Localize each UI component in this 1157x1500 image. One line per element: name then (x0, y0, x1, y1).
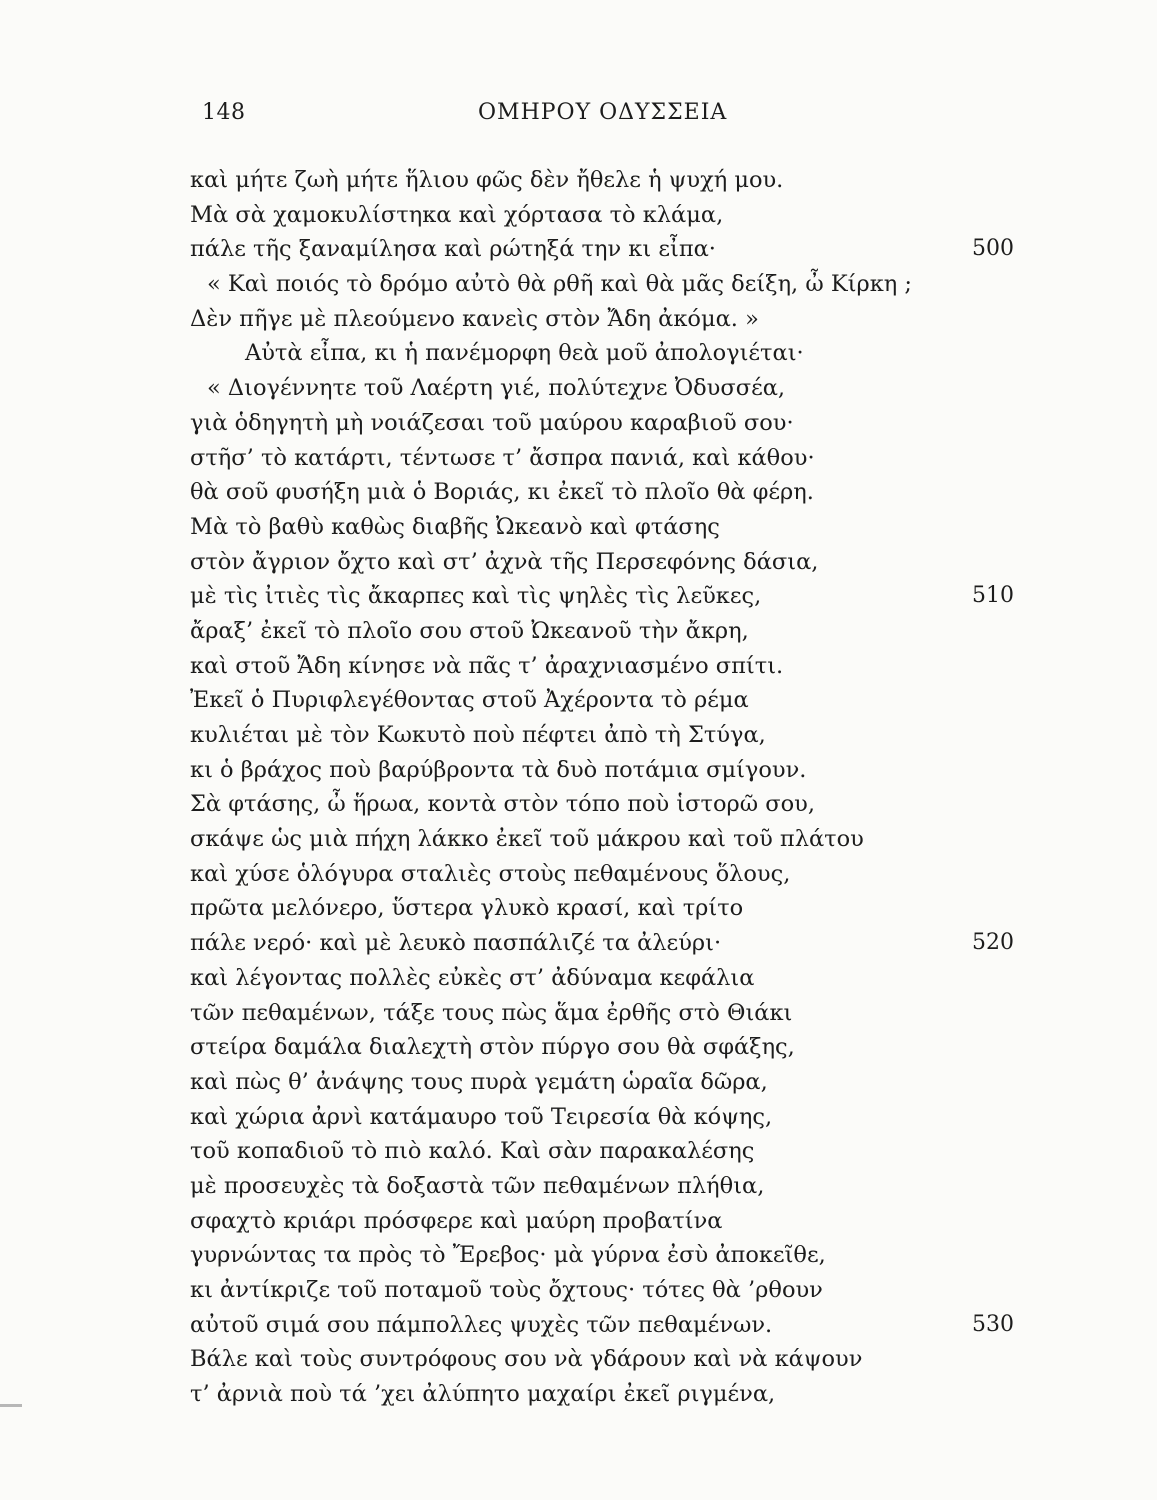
verse-line (0, 1308, 1157, 1343)
verse-text: Βάλε καὶ τοὺς συντρόφους σου νὰ γδάρουν καὶ νὰ κάψουν (190, 1346, 863, 1373)
verse-line (0, 475, 1157, 510)
verse-line (0, 961, 1157, 996)
verse-line (0, 579, 1157, 614)
verse-text: σκάψε ὡς μιὰ πήχη λάκκο ἐκεῖ τοῦ μάκρου καὶ τοῦ πλάτου (190, 826, 864, 853)
verse-line (0, 614, 1157, 649)
verse-text: τ’ ἀρνιὰ ποὺ τά ’χει ἀλύπητο μαχαίρι ἐκεῖ ριγμένα, (190, 1381, 776, 1408)
verse-line (0, 683, 1157, 718)
verse-line (0, 1169, 1157, 1204)
verse-line (0, 787, 1157, 822)
margin-mark (0, 1404, 22, 1407)
verse-text: θὰ σοῦ φυσήξη μιὰ ὁ Βοριάς, κι ἐκεῖ τὸ πλοῖο θὰ φέρη. (190, 479, 814, 506)
verse-text: « Διογέννητε τοῦ Λαέρτη γιέ, πολύτεχνε Ὀδυσσέα, (207, 375, 786, 402)
verse-text: πάλε νερό· καὶ μὲ λευκὸ πασπάλιζέ τα ἀλεύρι· (190, 930, 722, 957)
verse-line (0, 441, 1157, 476)
verse-line (0, 996, 1157, 1031)
poem-body (0, 163, 1157, 1412)
verse-line (0, 857, 1157, 892)
verse-text: σφαχτὸ κριάρι πρόσφερε καὶ μαύρη προβατίνα (190, 1207, 723, 1234)
verse-text: Ἐκεῖ ὁ Πυριφλεγέθοντας στοῦ Ἀχέροντα τὸ ρέμα (190, 687, 749, 714)
verse-text: Σὰ φτάσης, ὦ ἥρωα, κοντὰ στὸν τόπο ποὺ ἱστορῶ σου, (190, 791, 815, 818)
verse-line (0, 1377, 1157, 1412)
verse-text: κι ἀντίκριζε τοῦ ποταμοῦ τοὺς ὄχτους· τότες θὰ ’ρθουν (190, 1277, 823, 1303)
running-head: ΟΜΗΡΟΥ ΟΔΥΣΣΕΙΑ (478, 100, 728, 125)
verse-line (0, 1238, 1157, 1273)
verse-line (0, 1030, 1157, 1065)
verse-line (0, 1065, 1157, 1100)
verse-line (0, 1100, 1157, 1135)
verse-text: πρῶτα μελόνερο, ὕστερα γλυκὸ κρασί, καὶ τρίτο (190, 895, 744, 922)
page-number: 148 (202, 100, 246, 125)
verse-line (0, 302, 1157, 337)
verse-line (0, 718, 1157, 753)
verse-text: μὲ τὶς ἰτιὲς τὶς ἄκαρπες καὶ τὶς ψηλὲς τὶς λεῦκες, (190, 583, 762, 610)
verse-text: στὸν ἄγριον ὄχτο καὶ στ’ ἀχνὰ τῆς Περσεφόνης δάσια, (190, 548, 819, 575)
verse-text: ἄραξ’ ἐκεῖ τὸ πλοῖο σου στοῦ Ὠκεανοῦ τὴν ἄκρη, (190, 617, 749, 644)
verse-line (0, 336, 1157, 371)
verse-text: καὶ χώρια ἀρνὶ κατάμαυρο τοῦ Τειρεσία θὰ κόψης, (190, 1103, 773, 1130)
line-number: 500 (972, 236, 1014, 262)
verse-text: Μὰ τὸ βαθὺ καθὼς διαβῆς Ὠκεανὸ καὶ φτάσης (190, 513, 720, 540)
verse-text: τῶν πεθαμένων, τάξε τους πὼς ἅμα ἐρθῆς στὸ Θιάκι (190, 999, 793, 1026)
verse-line (0, 545, 1157, 580)
verse-text: γυρνώντας τα πρὸς τὸ Ἔρεβος· μὰ γύρνα ἐσὺ ἀποκεῖθε, (190, 1242, 826, 1269)
verse-text: τοῦ κοπαδιοῦ τὸ πιὸ καλό. Καὶ σὰν παρακαλέσης (190, 1138, 755, 1165)
verse-line (0, 371, 1157, 406)
verse-line (0, 822, 1157, 857)
verse-text: καὶ μήτε ζωὴ μήτε ἥλιου φῶς δὲν ἤθελε ἡ ψυχή μου. (190, 167, 784, 193)
verse-text: στῆσ’ τὸ κατάρτι, τέντωσε τ’ ἄσπρα πανιά, καὶ κάθου· (190, 444, 815, 471)
verse-text: κυλιέται μὲ τὸν Κωκυτὸ ποὺ πέφτει ἀπὸ τὴ Στύγα, (190, 722, 766, 748)
line-number: 530 (972, 1311, 1014, 1337)
verse-line (0, 267, 1157, 302)
verse-text: Αὐτὰ εἶπα, κι ἡ πανέμορφη θεὰ μοῦ ἀπολογιέται· (245, 340, 804, 367)
verse-line (0, 1204, 1157, 1239)
verse-text: στείρα δαμάλα διαλεχτὴ στὸν πύργο σου θὰ σφάξης, (190, 1034, 795, 1061)
verse-line (0, 510, 1157, 545)
verse-text: « Καὶ ποιός τὸ δρόμο αὐτὸ θὰ ρθῆ καὶ θὰ μᾶς δείξη, ὦ Κίρκη ; (207, 271, 912, 298)
verse-line (0, 163, 1157, 198)
verse-text: καὶ λέγοντας πολλὲς εὐκὲς στ’ ἀδύναμα κεφάλια (190, 964, 755, 991)
verse-line (0, 406, 1157, 441)
verse-text: γιὰ ὁδηγητὴ μὴ νοιάζεσαι τοῦ μαύρου καραβιοῦ σου· (190, 409, 794, 436)
verse-line (0, 753, 1157, 788)
verse-line (0, 891, 1157, 926)
line-number: 520 (972, 930, 1014, 956)
verse-line (0, 926, 1157, 961)
verse-text: καὶ στοῦ Ἄδη κίνησε νὰ πᾶς τ’ ἀραχνιασμένο σπίτι. (190, 652, 784, 679)
verse-text: πάλε τῆς ξαναμίλησα καὶ ρώτηξά την κι εἶπα· (190, 236, 716, 263)
verse-text: Δὲν πῆγε μὲ πλεούμενο κανεὶς στὸν Ἄδη ἀκόμα. » (190, 305, 759, 332)
verse-text: αὐτοῦ σιμά σου πάμπολλες ψυχὲς τῶν πεθαμένων. (190, 1311, 773, 1338)
verse-text: μὲ προσευχὲς τὰ δοξαστὰ τῶν πεθαμένων πλήθια, (190, 1172, 765, 1199)
verse-line (0, 198, 1157, 233)
verse-line (0, 1134, 1157, 1169)
verse-line (0, 232, 1157, 267)
verse-text: καὶ χύσε ὁλόγυρα σταλιὲς στοὺς πεθαμένους ὅλους, (190, 860, 791, 887)
verse-text: Μὰ σὰ χαμοκυλίστηκα καὶ χόρτασα τὸ κλάμα, (190, 201, 724, 228)
line-number: 510 (972, 583, 1014, 609)
verse-text: καὶ πὼς θ’ ἀνάψης τους πυρὰ γεμάτη ὡραῖα δῶρα, (190, 1068, 768, 1095)
verse-line (0, 1273, 1157, 1308)
verse-text: κι ὁ βράχος ποὺ βαρύβροντα τὰ δυὸ ποτάμια σμίγουν. (190, 756, 807, 783)
verse-line (0, 649, 1157, 684)
verse-line (0, 1342, 1157, 1377)
